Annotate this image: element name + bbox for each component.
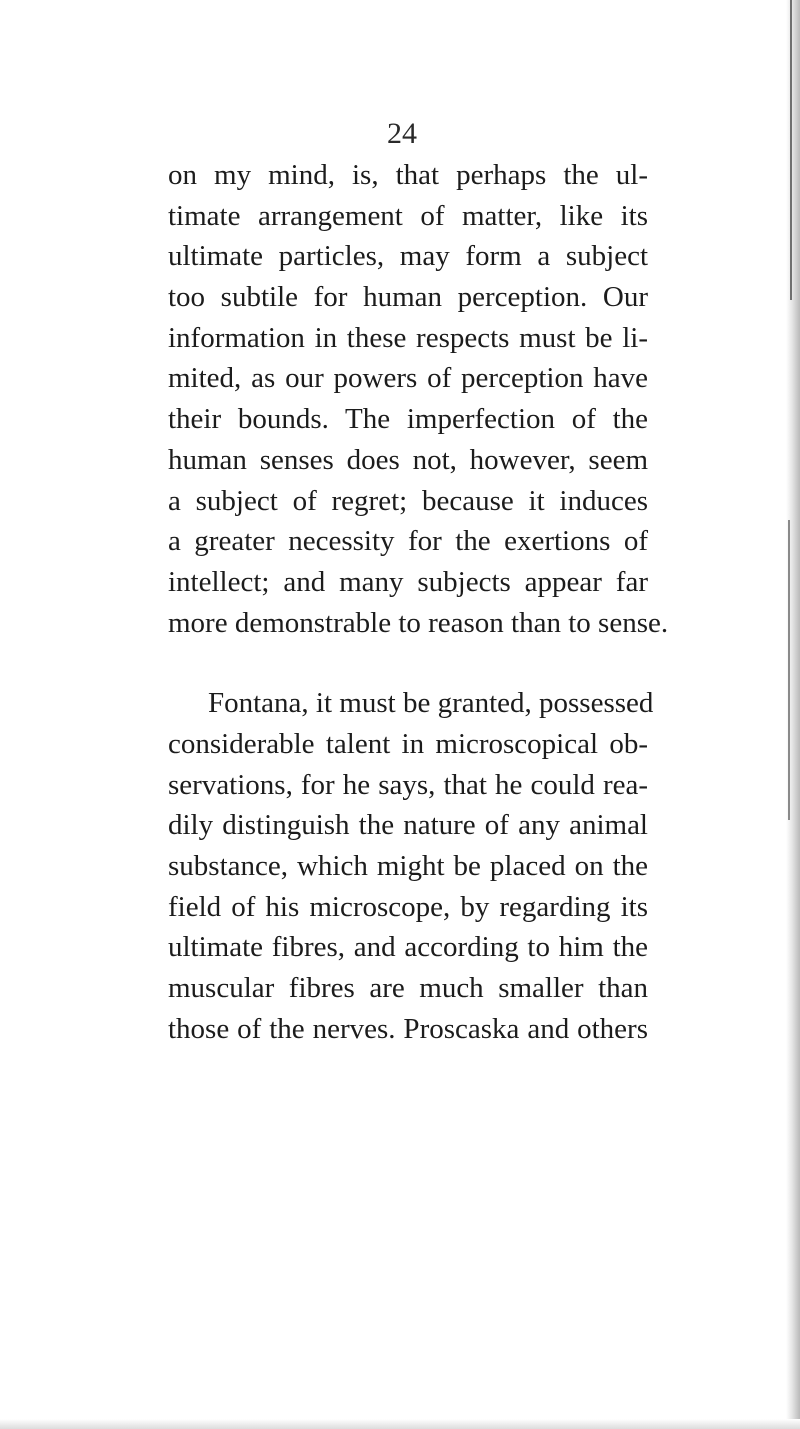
text-line: ultimate particles, may form a subject bbox=[168, 240, 648, 273]
paragraph bbox=[168, 683, 654, 1049]
text-line: mited, as our powers of perception have bbox=[168, 362, 648, 395]
text-line: a subject of regret; because it induces bbox=[168, 484, 648, 517]
text-line: a greater necessity for the exertions of bbox=[168, 525, 648, 558]
body-text bbox=[168, 155, 669, 1049]
page-edge-line bbox=[790, 0, 792, 300]
text-line: substance, which might be placed on the bbox=[168, 850, 648, 882]
text-line: field of his microscope, by regarding its bbox=[168, 890, 648, 923]
text-line: human senses does not, however, seem bbox=[168, 443, 648, 476]
text-line: servations, for he says, that he could rea- bbox=[168, 768, 648, 801]
page-bottom-shadow bbox=[0, 1419, 800, 1429]
text-line: Fontana, it must be granted, possessed bbox=[208, 687, 654, 720]
text-line: ultimate fibres, and according to him the bbox=[168, 931, 648, 964]
text-line: considerable talent in microscopical ob- bbox=[168, 727, 648, 760]
text-line: intellect; and many subjects appear far bbox=[168, 565, 648, 598]
text-line: their bounds. The imperfection of the bbox=[168, 403, 648, 436]
text-line: information in these respects must be li- bbox=[168, 321, 648, 354]
text-line: too subtile for human perception. Our bbox=[168, 281, 648, 314]
text-line: on my mind, is, that perhaps the ul- bbox=[168, 159, 648, 191]
page-number: 24 bbox=[387, 117, 417, 150]
text-line: those of the nerves. Proscaska and others bbox=[168, 1012, 648, 1045]
text-line: timate arrangement of matter, like its bbox=[168, 199, 648, 232]
text-line: more demonstrable to reason than to sense. bbox=[168, 606, 669, 639]
paragraph bbox=[168, 155, 669, 643]
text-line: muscular fibres are much smaller than bbox=[168, 972, 648, 1005]
paragraph-gap bbox=[168, 643, 648, 683]
page-edge-line bbox=[788, 520, 790, 820]
text-line: dily distinguish the nature of any animal bbox=[168, 809, 648, 842]
